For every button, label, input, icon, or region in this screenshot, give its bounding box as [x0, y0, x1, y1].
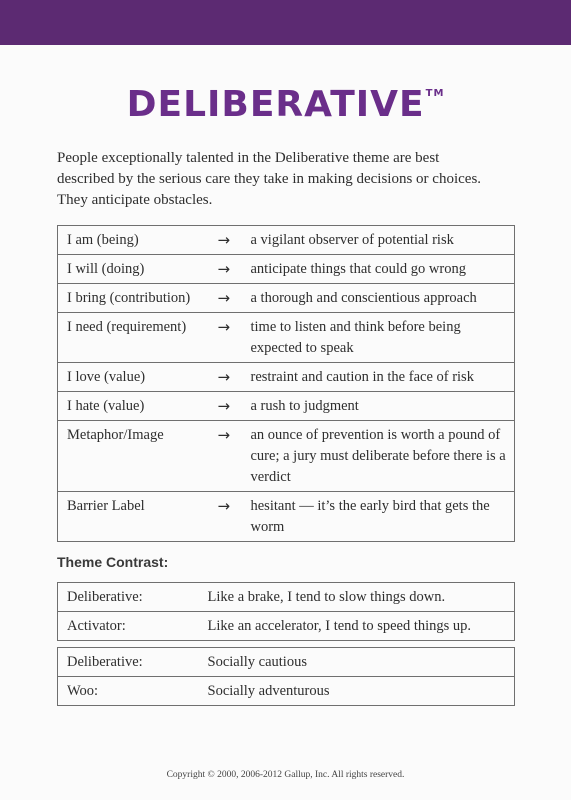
contrast-table-activator: [57, 582, 515, 641]
attribute-value: time to listen and think before being expected to speak: [251, 313, 515, 363]
table-row: [58, 583, 515, 612]
attribute-value: a rush to judgment: [251, 392, 515, 421]
theme-contrast-heading: Theme Contrast:: [57, 554, 169, 570]
table-row: [58, 313, 515, 363]
page-title: [0, 84, 571, 125]
right-arrow-icon: →: [218, 313, 251, 363]
table-row: [58, 226, 515, 255]
right-arrow-icon: →: [218, 284, 251, 313]
table-row: [58, 363, 515, 392]
table-row: [58, 677, 515, 706]
attribute-value: a thorough and conscientious approach: [251, 284, 515, 313]
table-row: [58, 492, 515, 542]
attribute-label: I am (being): [58, 226, 218, 255]
table-row: [58, 612, 515, 641]
intro-paragraph: People exceptionally talented in the Deliberative theme are best described by the serious care they take in making decisions or choices. They anticipate obstacles.: [57, 150, 482, 208]
contrast-table-woo: [57, 647, 515, 706]
right-arrow-icon: →: [218, 226, 251, 255]
contrast-theme: Deliberative:: [58, 583, 208, 612]
right-arrow-icon: →: [218, 363, 251, 392]
attribute-label: I need (requirement): [58, 313, 218, 363]
table-row: [58, 284, 515, 313]
contrast-theme: Woo:: [58, 677, 208, 706]
header-bar: [0, 0, 571, 45]
table-row: [58, 392, 515, 421]
attribute-label: Metaphor/Image: [58, 421, 218, 492]
attribute-value: a vigilant observer of potential risk: [251, 226, 515, 255]
title-text: DELIBERATIVE: [126, 84, 425, 125]
contrast-description: Like a brake, I tend to slow things down.: [208, 583, 515, 612]
attribute-value: hesitant — it’s the early bird that gets the worm: [251, 492, 515, 542]
contrast-theme: Deliberative:: [58, 648, 208, 677]
attribute-label: I will (doing): [58, 255, 218, 284]
contrast-description: Socially cautious: [208, 648, 515, 677]
contrast-description: Like an accelerator, I tend to speed things up.: [208, 612, 515, 641]
copyright-footer: Copyright © 2000, 2006-2012 Gallup, Inc. All rights reserved.: [166, 770, 405, 780]
attribute-label: I bring (contribution): [58, 284, 218, 313]
trademark-mark: TM: [425, 88, 445, 99]
right-arrow-icon: →: [218, 255, 251, 284]
contrast-theme: Activator:: [58, 612, 208, 641]
attribute-label: Barrier Label: [58, 492, 218, 542]
attribute-label: I hate (value): [58, 392, 218, 421]
right-arrow-icon: →: [218, 392, 251, 421]
table-row: [58, 648, 515, 677]
attribute-value: an ounce of prevention is worth a pound of cure; a jury must deliberate before there is a verdict: [251, 421, 515, 492]
right-arrow-icon: →: [218, 492, 251, 542]
attribute-value: anticipate things that could go wrong: [251, 255, 515, 284]
attribute-value: restraint and caution in the face of risk: [251, 363, 515, 392]
attribute-label: I love (value): [58, 363, 218, 392]
table-row: [58, 421, 515, 492]
attributes-table: [57, 225, 515, 542]
table-row: [58, 255, 515, 284]
contrast-description: Socially adventurous: [208, 677, 515, 706]
right-arrow-icon: →: [218, 421, 251, 492]
